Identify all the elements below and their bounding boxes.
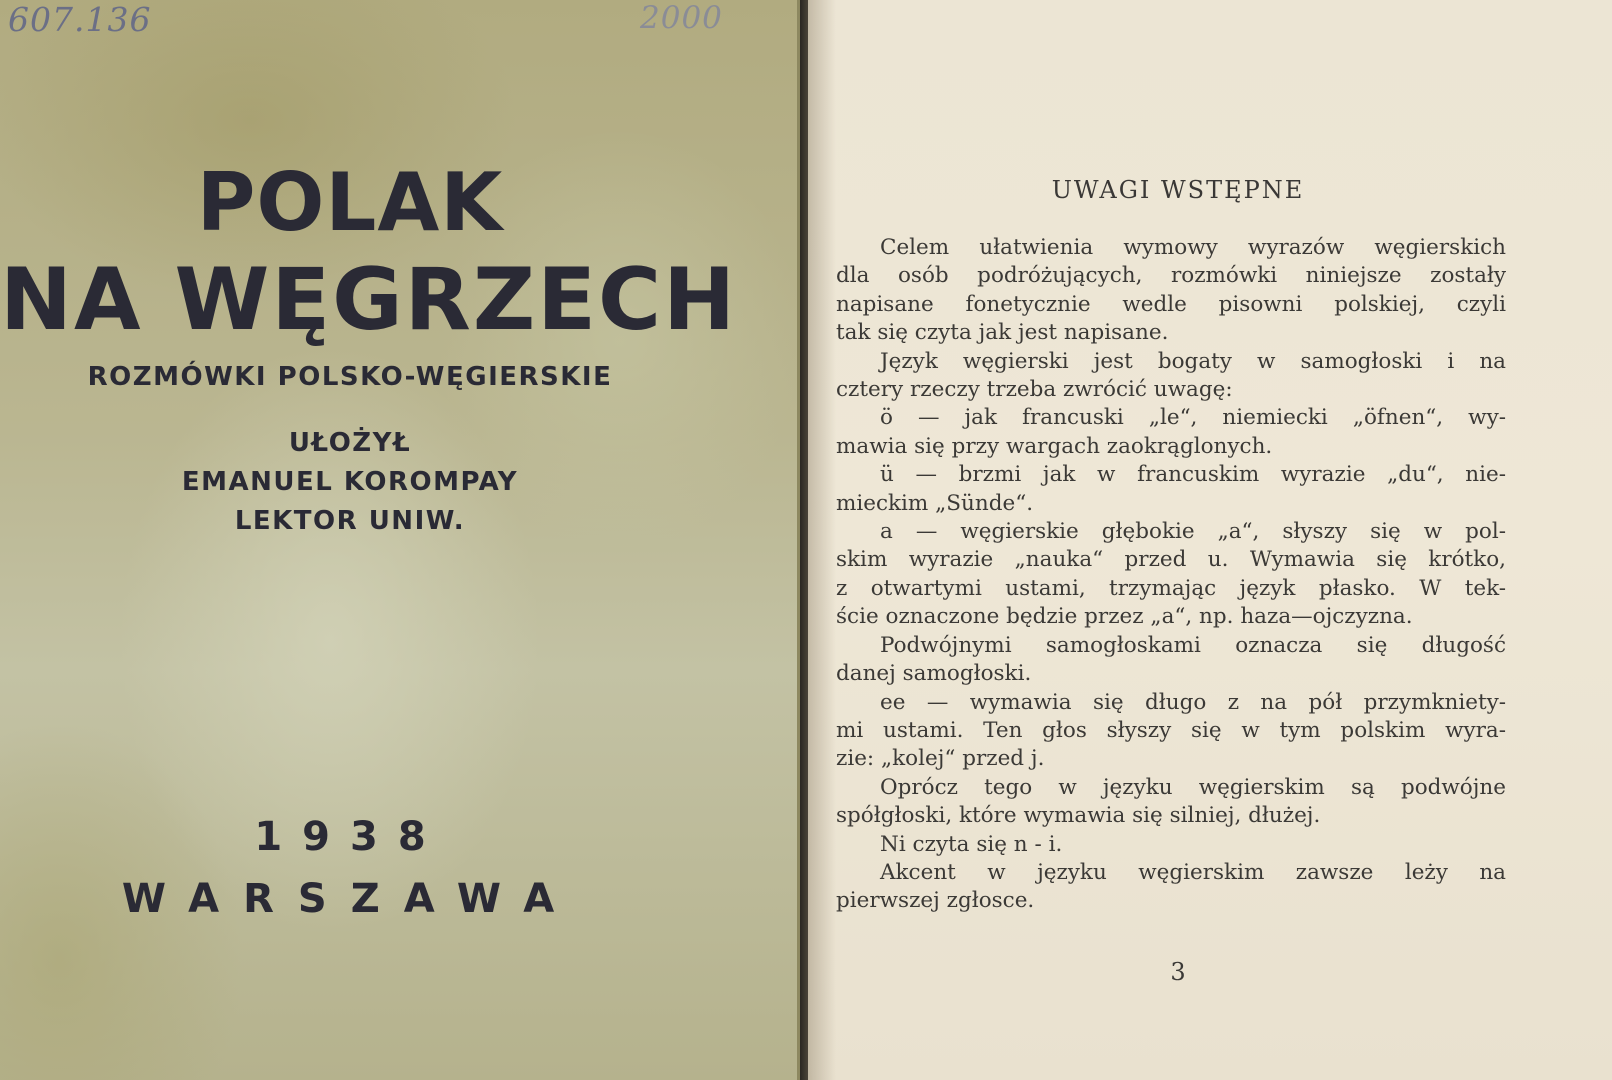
page-heading: UWAGI WSTĘPNE: [1051, 176, 1305, 204]
text-page: [808, 0, 1612, 1080]
text-line: Podwójnymi samogłoskami oznacza się długość: [880, 632, 1506, 658]
handwritten-number: 2000: [640, 0, 723, 36]
text-line: ü — brzmi jak w francuskim wyrazie „du“, nie-: [880, 462, 1506, 488]
cover-title-line-1: POLAK: [196, 156, 504, 249]
cover-title-line-2: NA WĘGRZECH: [0, 250, 738, 350]
text-line: Celem ułatwienia wymowy wyrazów węgierskich: [880, 235, 1506, 260]
cover-subtitle: ROZMÓWKI POLSKO-WĘGIERSKIE: [87, 362, 613, 392]
book-cover: [0, 0, 800, 1080]
text-line: cztery rzeczy trzeba zwrócić uwagę:: [836, 377, 1233, 403]
page-body: [836, 234, 1506, 916]
cover-author-line-1: UŁOŻYŁ: [288, 428, 412, 458]
text-line: Język węgierski jest bogaty w samogłoski i na: [880, 348, 1506, 374]
text-line: ście oznaczone będzie przez „a“, np. haza—ojczyzna.: [836, 604, 1413, 630]
text-line: skim wyrazie „nauka“ przed u. Wymawia się krótko,: [836, 547, 1506, 573]
text-line: pierwszej zgłosce.: [836, 888, 1035, 914]
handwritten-shelf-mark: 607.136: [8, 0, 152, 39]
text-line: dla osób podróżujących, rozmówki niniejsze zostały: [836, 263, 1506, 289]
text-line: Oprócz tego w języku węgierskim są podwójne: [880, 774, 1506, 800]
page-number: 3: [1170, 958, 1186, 986]
text-line: mi ustami. Ten głos słyszy się w tym polskim wyra-: [836, 717, 1506, 743]
cover-author-line-2: EMANUEL KOROMPAY: [181, 467, 519, 497]
text-line: zie: „kolej“ przed j.: [836, 746, 1045, 772]
text-line: Akcent w języku węgierskim zawsze leży na: [880, 859, 1506, 885]
text-line: danej samogłoski.: [836, 661, 1032, 687]
text-line: mieckim „Sünde“.: [836, 490, 1034, 516]
text-line: spółgłoski, które wymawia się silniej, dłużej.: [836, 803, 1321, 829]
text-line: napisane fonetycznie wedle pisowni polskiej, czyli: [836, 291, 1506, 317]
text-line: Ni czyta się n - i.: [880, 831, 1063, 857]
spine-gutter: [800, 0, 808, 1080]
text-line: a — węgierskie głębokie „a“, słyszy się w pol-: [880, 519, 1506, 545]
cover-city: WARSZAWA: [121, 876, 579, 922]
text-line: z otwartymi ustami, trzymając język płasko. W tek-: [836, 575, 1506, 601]
text-line: ö — jak francuski „le“, niemiecki „öfnen“, wy-: [880, 405, 1506, 431]
text-line: mawia się przy wargach zaokrąglonych.: [836, 433, 1273, 459]
text-line: ee — wymawia się długo z na pół przymkniety-: [880, 689, 1506, 715]
cover-year: 1938: [254, 814, 446, 860]
text-line: tak się czyta jak jest napisane.: [836, 320, 1169, 346]
cover-author-line-3: LEKTOR UNIW.: [234, 506, 466, 536]
